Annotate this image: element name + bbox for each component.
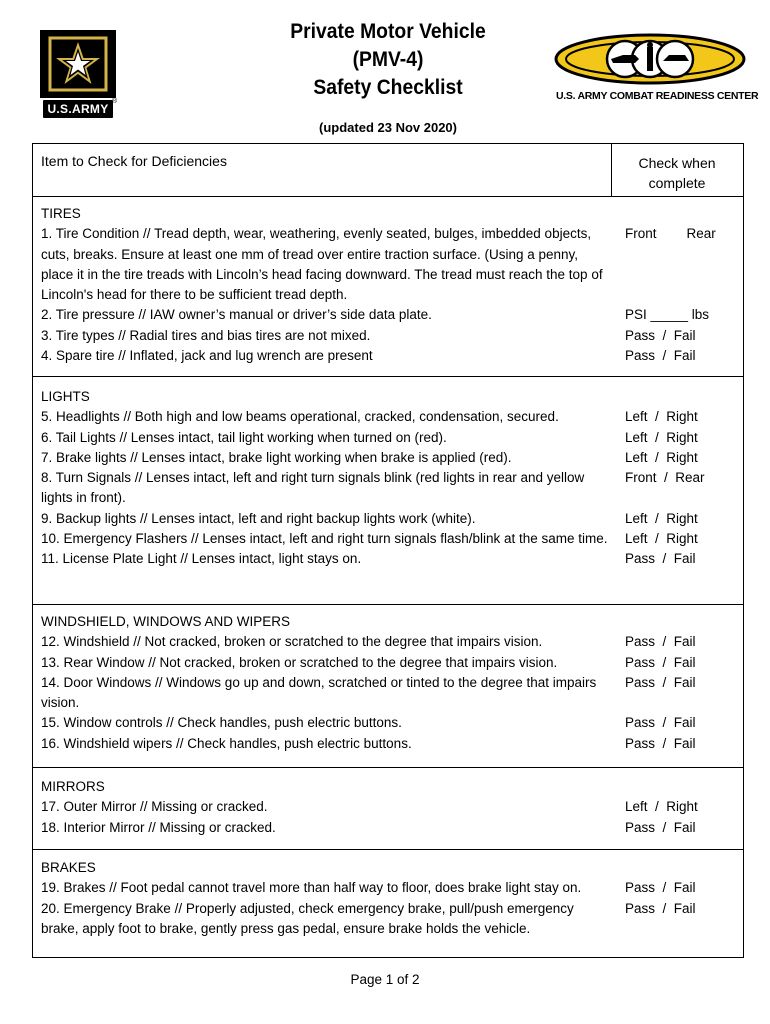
- checklist-row: [33, 878, 743, 898]
- section-title: MIRRORS: [41, 779, 105, 794]
- title-line-1: Private Motor Vehicle: [290, 20, 486, 43]
- item-description: 1. Tire Condition // Tread depth, wear, weathering, evenly seated, bulges, imbedded objects, cuts, breaks. Ensure at least one mm of tread over entire traction surface. (Using a penny, place it in the tire treads with Lincoln’s head facing downward. The tread must reach the top of Lincoln's head for there to be sufficient tread depth.: [41, 226, 603, 303]
- checklist-row: [33, 509, 743, 529]
- item-description: 15. Window controls // Check handles, push electric buttons.: [41, 715, 402, 731]
- section-mirrors: [33, 777, 743, 838]
- item-description: 20. Emergency Brake // Properly adjusted, check emergency brake, pull/push emergency brake, apply foot to brake, gently press gas pedal, ensure brake holds the vehicle.: [41, 900, 574, 936]
- checklist-row: [33, 632, 743, 652]
- checklist-row: [33, 713, 743, 733]
- section-tires: [33, 204, 743, 366]
- crc-logo-text: U.S. ARMY COMBAT READINESS CENTER: [556, 90, 759, 102]
- item-description: 9. Backup lights // Lenses intact, left and right backup lights work (white).: [41, 510, 476, 526]
- checklist-table: [32, 143, 744, 958]
- item-check: Left / Right: [625, 429, 698, 445]
- column-header-check-line-2: complete: [648, 175, 706, 191]
- section-divider: [33, 849, 743, 850]
- checklist-row: [33, 899, 743, 940]
- item-description: 5. Headlights // Both high and low beams operational, cracked, condensation, secured.: [41, 409, 559, 425]
- section-lights: [33, 387, 743, 570]
- item-check: Left / Right: [625, 510, 698, 526]
- section-title: WINDSHIELD, WINDOWS AND WIPERS: [41, 614, 291, 629]
- registered-mark: ®: [112, 98, 118, 105]
- checklist-row: [33, 797, 743, 817]
- item-description: 19. Brakes // Foot pedal cannot travel more than half way to floor, does brake light stay on.: [41, 880, 582, 896]
- item-description: 6. Tail Lights // Lenses intact, tail light working when turned on (red).: [41, 429, 447, 445]
- item-check: Front Rear: [625, 226, 716, 242]
- header-divider: [33, 196, 743, 197]
- us-army-logo: [40, 30, 116, 122]
- document-title: [240, 18, 536, 102]
- item-description: 11. License Plate Light // Lenses intact, light stays on.: [41, 551, 362, 567]
- section-title: TIRES: [41, 206, 81, 221]
- army-star-emblem: [40, 30, 116, 98]
- checklist-row: [33, 346, 743, 366]
- item-check: Pass / Fail: [625, 674, 696, 690]
- updated-date: (updated 23 Nov 2020): [319, 120, 457, 135]
- item-description: 10. Emergency Flashers // Lenses intact, left and right turn signals flash/blink at the same time.: [41, 531, 608, 547]
- checklist-row: [33, 428, 743, 448]
- checklist-row: [33, 734, 743, 754]
- checklist-row: [33, 549, 743, 569]
- section-brakes: [33, 858, 743, 939]
- checklist-row: [33, 673, 743, 714]
- item-check: Left / Right: [625, 799, 698, 815]
- section-divider: [33, 767, 743, 768]
- checklist-row: [33, 326, 743, 346]
- item-description: 12. Windshield // Not cracked, broken or scratched to the degree that impairs vision.: [41, 634, 543, 650]
- section-divider: [33, 376, 743, 377]
- column-header-check-line-1: Check when: [638, 155, 716, 171]
- checklist-row: [33, 468, 743, 509]
- item-check: Pass / Fail: [625, 654, 696, 670]
- checklist-row: [33, 818, 743, 838]
- item-check: Left / Right: [625, 409, 698, 425]
- item-check: Pass / Fail: [625, 715, 696, 731]
- item-description: 4. Spare tire // Inflated, jack and lug wrench are present: [41, 348, 373, 364]
- item-check: Pass / Fail: [625, 348, 696, 364]
- item-description: 16. Windshield wipers // Check handles, push electric buttons.: [41, 735, 412, 751]
- column-header-check: [617, 153, 737, 193]
- item-description: 14. Door Windows // Windows go up and down, scratched or tinted to the degree that impairs vision.: [41, 674, 597, 711]
- checklist-row: [33, 529, 743, 549]
- section-divider: [33, 604, 743, 605]
- item-description: 17. Outer Mirror // Missing or cracked.: [41, 799, 268, 815]
- item-description: 8. Turn Signals // Lenses intact, left and right turn signals blink (red lights in rear and yellow lights in front).: [41, 470, 585, 506]
- item-description: 7. Brake lights // Lenses intact, brake light working when brake is applied (red).: [41, 449, 512, 465]
- checklist-row: [33, 407, 743, 427]
- item-description: 3. Tire types // Radial tires and bias tires are not mixed.: [41, 327, 371, 343]
- section-windshield: [33, 612, 743, 754]
- item-description: 2. Tire pressure // IAW owner’s manual or driver’s side data plate.: [41, 307, 432, 323]
- item-check: Pass / Fail: [625, 900, 696, 916]
- item-description: 13. Rear Window // Not cracked, broken or scratched to the degree that impairs vision.: [41, 654, 558, 670]
- checklist-row: [33, 305, 743, 325]
- checklist-row: [33, 448, 743, 468]
- army-logo-text: U.S.ARMY: [43, 100, 113, 118]
- page-number: Page 1 of 2: [350, 972, 420, 987]
- item-check: Front / Rear: [625, 470, 705, 486]
- checklist-row: [33, 653, 743, 673]
- item-check: Pass / Fail: [625, 735, 696, 751]
- section-title: LIGHTS: [41, 389, 90, 404]
- item-check: Left / Right: [625, 531, 698, 547]
- checklist-row: [33, 224, 743, 305]
- item-check: PSI _____ lbs: [625, 307, 710, 323]
- item-description: 18. Interior Mirror // Missing or cracked.: [41, 819, 276, 835]
- column-header-item: Item to Check for Deficiencies: [41, 153, 227, 169]
- item-check: Left / Right: [625, 449, 698, 465]
- item-check: Pass / Fail: [625, 551, 696, 567]
- header-column-divider: [611, 144, 612, 196]
- item-check: Pass / Fail: [625, 819, 696, 835]
- title-line-2: (PMV-4): [352, 48, 424, 71]
- item-check: Pass / Fail: [625, 327, 696, 343]
- item-check: Pass / Fail: [625, 880, 696, 896]
- title-line-3: Safety Checklist: [313, 76, 463, 99]
- item-check: Pass / Fail: [625, 634, 696, 650]
- section-title: BRAKES: [41, 860, 96, 875]
